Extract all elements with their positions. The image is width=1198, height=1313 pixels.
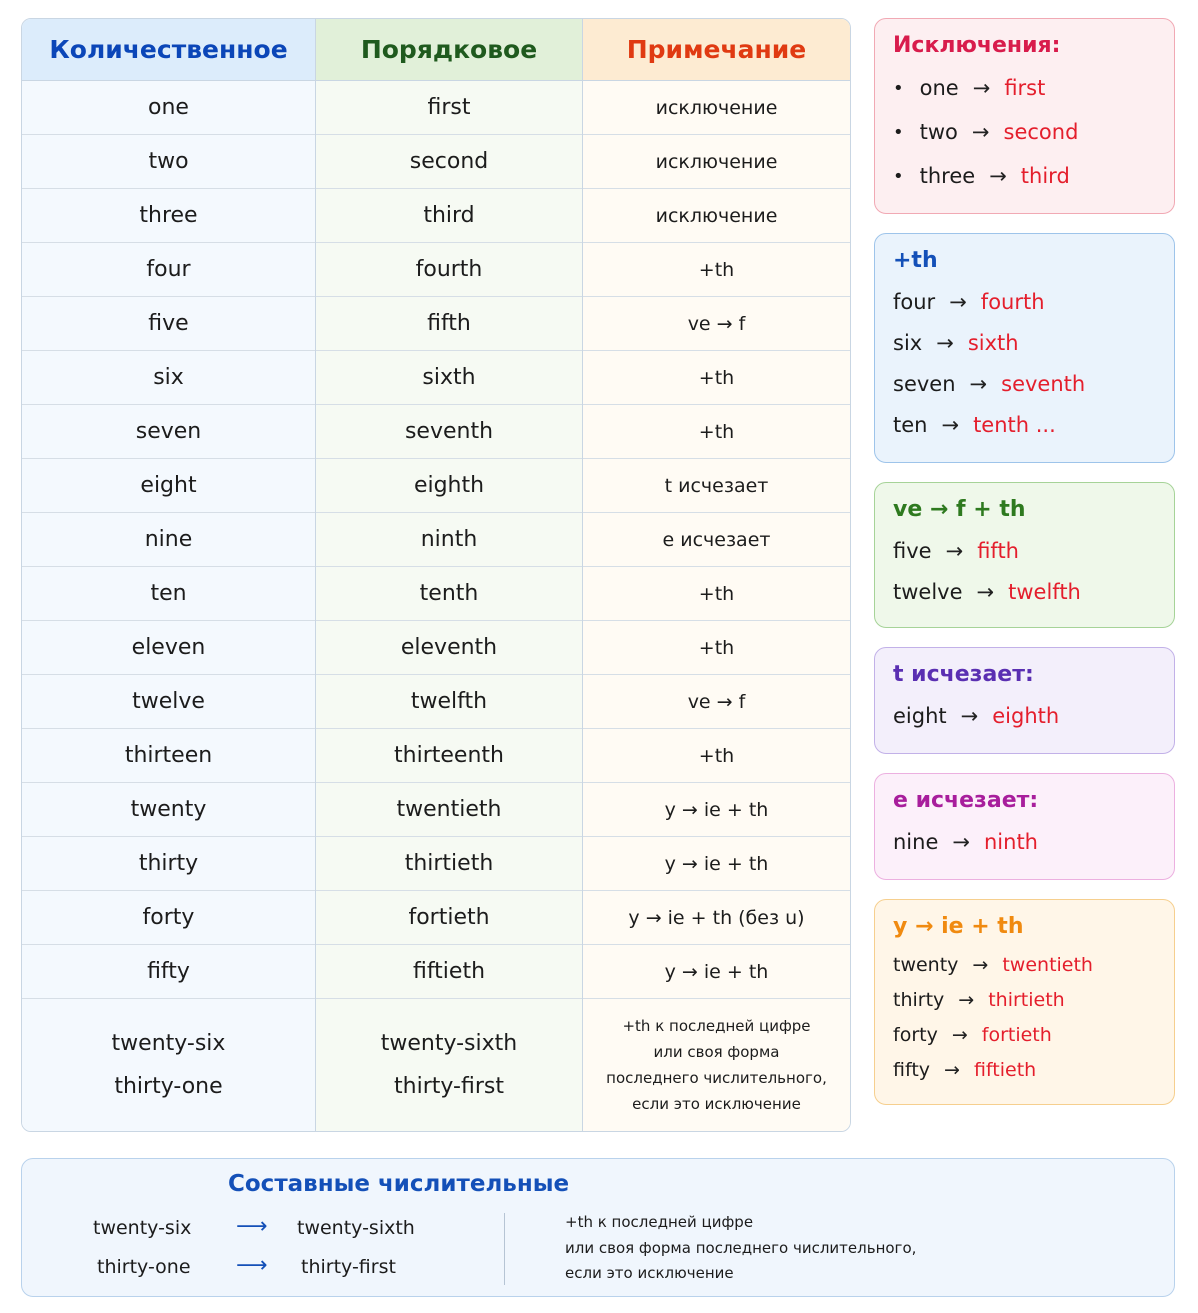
arrow-right-icon: → bbox=[958, 988, 975, 1011]
rule-item bbox=[893, 530, 1156, 571]
rule-to: eighth bbox=[992, 703, 1060, 728]
t-disappears-box bbox=[874, 647, 1175, 754]
table-cell-note: y → ie + th bbox=[583, 837, 850, 891]
table-cell-note: +th bbox=[583, 621, 850, 675]
table-cell-cardinal: thirty bbox=[22, 837, 315, 891]
arrow-right-icon: → bbox=[976, 579, 995, 604]
vertical-divider bbox=[504, 1213, 505, 1285]
table-cell-note: +th bbox=[583, 351, 850, 405]
bullet-icon: • bbox=[893, 165, 904, 187]
ve-rule-title: ve → f + th bbox=[893, 497, 1026, 522]
table-cell-note: исключение bbox=[583, 81, 850, 135]
rule-from: ten bbox=[893, 412, 928, 437]
table-cell-note: +th bbox=[583, 243, 850, 297]
y-rule-box bbox=[874, 899, 1175, 1105]
arrow-right-icon: → bbox=[969, 371, 988, 396]
table-cell-cardinal: fifty bbox=[22, 945, 315, 999]
rule-to: twentieth bbox=[1002, 953, 1093, 976]
compound-to: thirty-first bbox=[301, 1256, 396, 1278]
compound-numbers-title: Составные числительные bbox=[228, 1171, 570, 1197]
rule-to: fortieth bbox=[981, 1023, 1052, 1046]
table-cell-ordinal: thirtieth bbox=[316, 837, 582, 891]
rule-item bbox=[893, 571, 1156, 612]
arrow-right-icon: → bbox=[944, 1058, 960, 1081]
table-cell-ordinal: tenth bbox=[316, 567, 582, 621]
table-cell-note: ve → f bbox=[583, 297, 850, 351]
note-header: Примечание bbox=[583, 19, 850, 81]
e-disappears-box bbox=[874, 773, 1175, 880]
cardinal-column bbox=[22, 19, 316, 1131]
rule-item bbox=[893, 404, 1156, 445]
table-cell-cardinal: forty bbox=[22, 891, 315, 945]
arrow-right-icon: → bbox=[936, 330, 954, 355]
table-cell-cardinal: eleven bbox=[22, 621, 315, 675]
table-cell-ordinal: ninth bbox=[316, 513, 582, 567]
e-disappears-title: e исчезает: bbox=[893, 788, 1039, 813]
ordinal-column bbox=[316, 19, 583, 1131]
long-arrow-right-icon: ⟶ bbox=[236, 1214, 268, 1239]
table-cell-note: исключение bbox=[583, 135, 850, 189]
exception-from: one bbox=[919, 76, 959, 100]
table-cell-note: y → ie + th bbox=[583, 945, 850, 999]
arrow-right-icon: → bbox=[952, 829, 970, 854]
rule-from: seven bbox=[893, 371, 956, 396]
compound-note-line: если это исключение bbox=[632, 1095, 801, 1113]
arrow-right-icon: → bbox=[951, 1023, 968, 1046]
table-cell-cardinal: eight bbox=[22, 459, 315, 513]
ordinal-numbers-table bbox=[21, 18, 851, 1132]
table-cell-cardinal: thirteen bbox=[22, 729, 315, 783]
rule-to: ninth bbox=[983, 829, 1038, 854]
table-cell-cardinal: twenty bbox=[22, 783, 315, 837]
rule-from: six bbox=[893, 330, 923, 355]
table-cell-cardinal: six bbox=[22, 351, 315, 405]
th-rule-box bbox=[874, 233, 1175, 463]
table-cell-note: ve → f bbox=[583, 675, 850, 729]
rule-to: sixth bbox=[967, 330, 1019, 355]
long-arrow-right-icon: ⟶ bbox=[236, 1253, 268, 1278]
rule-from: five bbox=[893, 538, 932, 563]
compound-ordinal-item: thirty-first bbox=[394, 1074, 504, 1099]
exception-to: first bbox=[1004, 76, 1046, 100]
bullet-icon: • bbox=[893, 121, 904, 143]
rule-from: fifty bbox=[893, 1058, 931, 1081]
rule-item bbox=[893, 322, 1156, 363]
table-cell-note: y → ie + th (без u) bbox=[583, 891, 850, 945]
table-cell-cardinal: twelve bbox=[22, 675, 315, 729]
table-cell-cardinal: three bbox=[22, 189, 315, 243]
table-cell-ordinal: second bbox=[316, 135, 582, 189]
table-cell-note: +th bbox=[583, 729, 850, 783]
compound-from: twenty-six bbox=[93, 1217, 192, 1239]
compound-to: twenty-sixth bbox=[297, 1217, 415, 1239]
bullet-icon: • bbox=[893, 77, 904, 99]
exception-item bbox=[893, 154, 1156, 198]
rule-to: fifth bbox=[977, 538, 1019, 563]
note-column bbox=[583, 19, 850, 1131]
compound-note-line: или своя форма bbox=[653, 1043, 780, 1061]
compound-note-line: или своя форма последнего числительного, bbox=[565, 1239, 917, 1257]
compound-cardinal-item: thirty-one bbox=[114, 1074, 223, 1099]
rule-item bbox=[893, 1017, 1156, 1052]
rule-from: forty bbox=[893, 1023, 938, 1046]
table-cell-cardinal: one bbox=[22, 81, 315, 135]
rule-from: eight bbox=[893, 703, 947, 728]
table-cell-ordinal: twentieth bbox=[316, 783, 582, 837]
exception-from: two bbox=[919, 120, 958, 144]
th-rule-title: +th bbox=[893, 248, 938, 273]
exception-item bbox=[893, 110, 1156, 154]
table-cell-note: +th bbox=[583, 567, 850, 621]
compound-note-line: последнего числительного, bbox=[606, 1069, 827, 1087]
table-cell-ordinal: twelfth bbox=[316, 675, 582, 729]
ordinal-header: Порядковое bbox=[316, 19, 582, 81]
rule-item bbox=[893, 821, 1156, 862]
rule-to: thirtieth bbox=[988, 988, 1065, 1011]
exception-to: second bbox=[1003, 120, 1079, 144]
rule-to: fourth bbox=[980, 289, 1045, 314]
compound-ordinal-cell bbox=[316, 999, 582, 1131]
arrow-right-icon: → bbox=[972, 76, 991, 100]
arrow-right-icon: → bbox=[989, 164, 1007, 188]
table-cell-ordinal: sixth bbox=[316, 351, 582, 405]
rule-item bbox=[893, 947, 1156, 982]
table-cell-ordinal: fiftieth bbox=[316, 945, 582, 999]
exception-to: third bbox=[1020, 164, 1070, 188]
rule-item bbox=[893, 281, 1156, 322]
compound-cardinal-cell bbox=[22, 999, 315, 1131]
table-cell-cardinal: five bbox=[22, 297, 315, 351]
rule-from: four bbox=[893, 289, 936, 314]
compound-numbers-panel bbox=[21, 1158, 1175, 1297]
exceptions-title: Исключения: bbox=[893, 33, 1061, 58]
exception-item bbox=[893, 66, 1156, 110]
table-cell-cardinal: two bbox=[22, 135, 315, 189]
exception-from: three bbox=[919, 164, 976, 188]
y-rule-title: y → ie + th bbox=[893, 914, 1024, 939]
table-cell-cardinal: four bbox=[22, 243, 315, 297]
compound-ordinal-item: twenty-sixth bbox=[380, 1031, 518, 1056]
rule-item bbox=[893, 363, 1156, 404]
rule-item bbox=[893, 982, 1156, 1017]
table-cell-note: +th bbox=[583, 405, 850, 459]
rule-item bbox=[893, 695, 1156, 736]
table-cell-ordinal: first bbox=[316, 81, 582, 135]
compound-note-line: +th к последней цифре bbox=[622, 1017, 811, 1035]
table-cell-ordinal: seventh bbox=[316, 405, 582, 459]
t-disappears-title: t исчезает: bbox=[893, 662, 1034, 687]
table-cell-cardinal: ten bbox=[22, 567, 315, 621]
arrow-right-icon: → bbox=[949, 289, 967, 314]
cardinal-header: Количественное bbox=[22, 19, 315, 81]
compound-note-line: +th к последней цифре bbox=[565, 1213, 754, 1231]
arrow-right-icon: → bbox=[945, 538, 964, 563]
rule-from: twenty bbox=[893, 953, 959, 976]
table-cell-ordinal: eighth bbox=[316, 459, 582, 513]
rule-to: tenth ... bbox=[973, 412, 1056, 437]
rule-from: thirty bbox=[893, 988, 945, 1011]
table-cell-note: y → ie + th bbox=[583, 783, 850, 837]
exceptions-box bbox=[874, 18, 1175, 214]
arrow-right-icon: → bbox=[972, 953, 989, 976]
table-cell-ordinal: thirteenth bbox=[316, 729, 582, 783]
compound-from: thirty-one bbox=[97, 1256, 191, 1278]
table-cell-ordinal: third bbox=[316, 189, 582, 243]
arrow-right-icon: → bbox=[960, 703, 979, 728]
table-cell-cardinal: seven bbox=[22, 405, 315, 459]
arrow-right-icon: → bbox=[941, 412, 960, 437]
rule-item bbox=[893, 1052, 1156, 1087]
table-cell-ordinal: fourth bbox=[316, 243, 582, 297]
ve-rule-box bbox=[874, 482, 1175, 628]
table-cell-cardinal: nine bbox=[22, 513, 315, 567]
table-cell-ordinal: eleventh bbox=[316, 621, 582, 675]
arrow-right-icon: → bbox=[971, 120, 990, 144]
table-cell-note: исключение bbox=[583, 189, 850, 243]
rule-to: seventh bbox=[1001, 371, 1086, 396]
table-cell-note: e исчезает bbox=[583, 513, 850, 567]
rule-to: fiftieth bbox=[973, 1058, 1037, 1081]
rule-from: twelve bbox=[893, 579, 963, 604]
table-cell-note: t исчезает bbox=[583, 459, 850, 513]
table-cell-ordinal: fifth bbox=[316, 297, 582, 351]
compound-note-cell bbox=[583, 999, 850, 1131]
rule-to: twelfth bbox=[1008, 579, 1081, 604]
rule-from: nine bbox=[893, 829, 939, 854]
table-cell-ordinal: fortieth bbox=[316, 891, 582, 945]
compound-note-line: если это исключение bbox=[565, 1264, 734, 1282]
compound-cardinal-item: twenty-six bbox=[111, 1031, 226, 1056]
